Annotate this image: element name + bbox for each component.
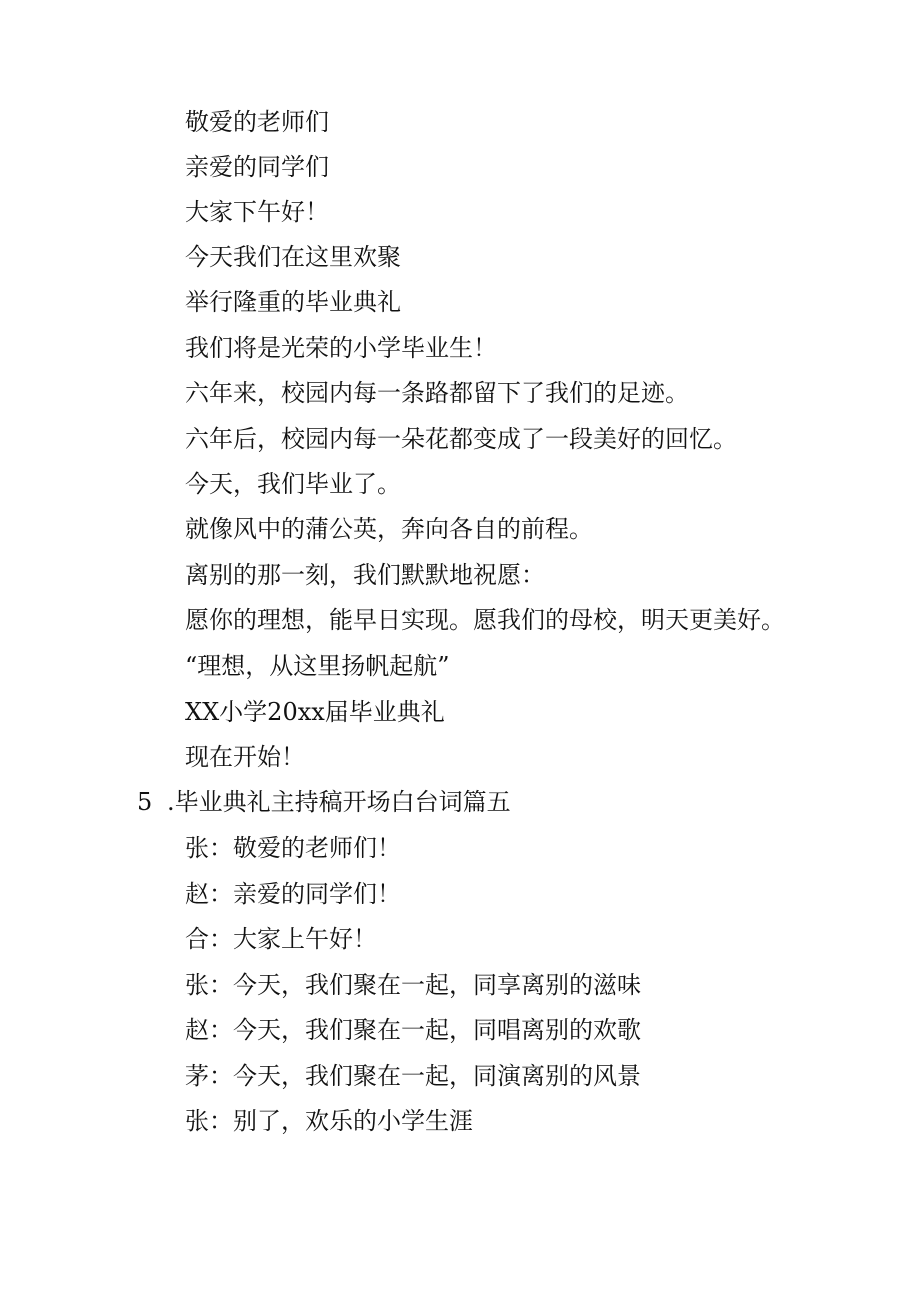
text-line: 就像风中的蒲公英，奔向各自的前程。 <box>185 515 593 543</box>
text-line: XX小学20xx届毕业典礼 <box>185 698 445 726</box>
text-line: 离别的那一刻，我们默默地祝愿： <box>185 561 545 589</box>
text-line: 大家下午好！ <box>185 198 329 226</box>
dialogue-line: 张：今天，我们聚在一起，同享离别的滋味 <box>185 971 641 999</box>
section-number: 5 <box>137 788 153 816</box>
text-line: 六年后，校园内每一朵花都变成了一段美好的回忆。 <box>185 425 737 453</box>
text-line: 六年来，校园内每一条路都留下了我们的足迹。 <box>185 379 689 407</box>
dialogue-line: 赵：今天，我们聚在一起，同唱离别的欢歌 <box>185 1016 641 1044</box>
quote-line: “理想，从这里扬帆起航” <box>185 652 450 680</box>
text-line: 我们将是光荣的小学毕业生！ <box>185 334 497 362</box>
text-line: 今天我们在这里欢聚 <box>185 243 401 271</box>
section-title: .毕业典礼主持稿开场白台词篇五 <box>167 788 511 816</box>
dialogue-line: 茅：今天，我们聚在一起，同演离别的风景 <box>185 1062 641 1090</box>
text-line: 举行隆重的毕业典礼 <box>185 288 401 316</box>
text-line: 亲爱的同学们 <box>185 153 329 181</box>
dialogue-line: 张：别了，欢乐的小学生涯 <box>185 1107 473 1135</box>
text-line: 敬爱的老师们 <box>185 108 329 136</box>
text-line: 现在开始！ <box>185 743 305 771</box>
text-line: 今天，我们毕业了。 <box>185 470 401 498</box>
dialogue-line: 张：敬爱的老师们！ <box>185 834 401 862</box>
dialogue-line: 合：大家上午好！ <box>185 925 377 953</box>
text-line: 愿你的理想，能早日实现。愿我们的母校，明天更美好。 <box>185 606 785 634</box>
section-heading <box>137 787 511 817</box>
dialogue-line: 赵：亲爱的同学们！ <box>185 880 401 908</box>
